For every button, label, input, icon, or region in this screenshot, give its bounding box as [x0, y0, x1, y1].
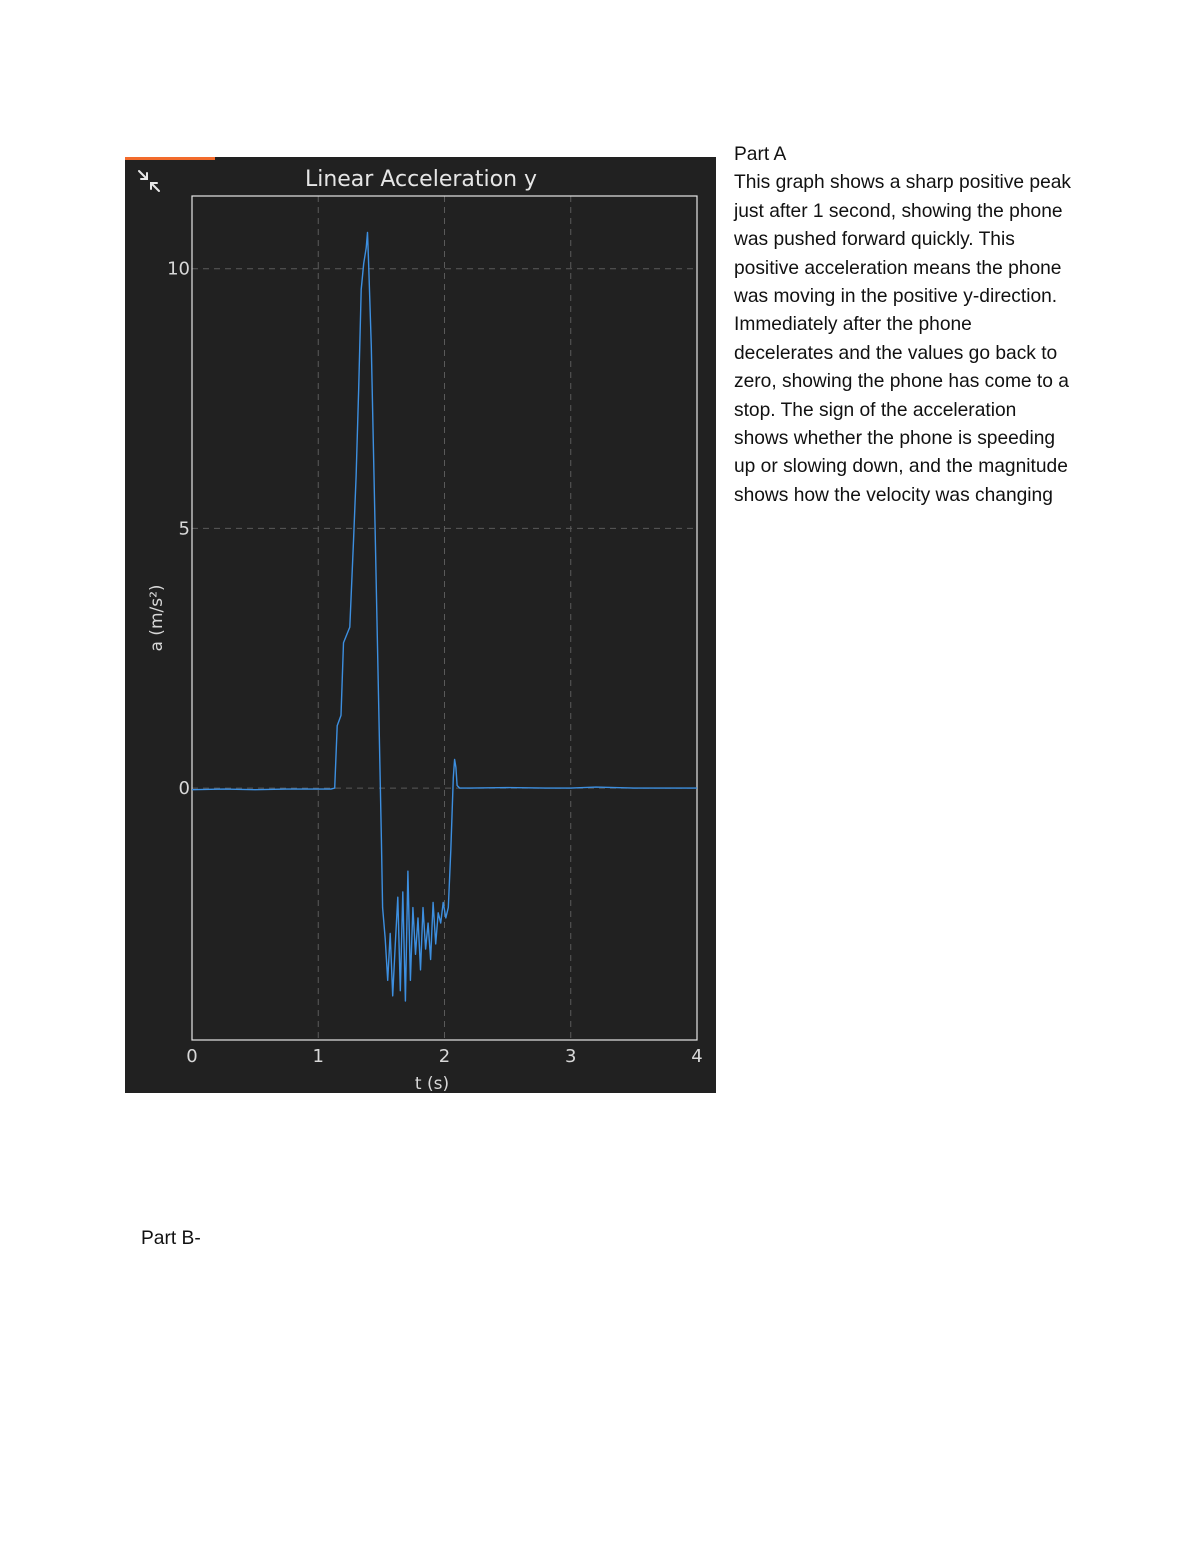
part-a-body: This graph shows a sharp positive peak just after 1 second, showing the phone was pushed forward quickly. This positive acceleration means the phone was moving in the positive y-direction. Immediately after the phone decelerates and the values go back to zero, showing the phone has come to a stop. The sign of the acceleration shows whether the phone is speeding up or slowing down, and the magnitude shows how the velocity was changing [734, 172, 1072, 506]
x-tick-label: 3 [565, 1046, 577, 1067]
part-b-heading: Part B- [141, 1228, 201, 1249]
x-tick-label: 2 [438, 1046, 451, 1067]
y-tick-label: 10 [167, 258, 190, 280]
chart-canvas [125, 157, 716, 1093]
part-a-heading: Part A [734, 144, 787, 165]
x-tick-label: 4 [691, 1046, 703, 1067]
active-tab-accent [125, 157, 215, 160]
y-tick-label: 0 [178, 778, 190, 800]
part-a-section [734, 141, 1074, 510]
x-axis-label: t (s) [414, 1074, 450, 1093]
y-axis-label: a (m/s²) [147, 584, 167, 652]
y-tick-label: 5 [178, 518, 190, 540]
x-tick-label: 1 [312, 1046, 324, 1067]
acceleration-chart [125, 157, 716, 1093]
chart-title: Linear Acceleration y [304, 167, 538, 192]
x-tick-label: 0 [186, 1046, 198, 1067]
